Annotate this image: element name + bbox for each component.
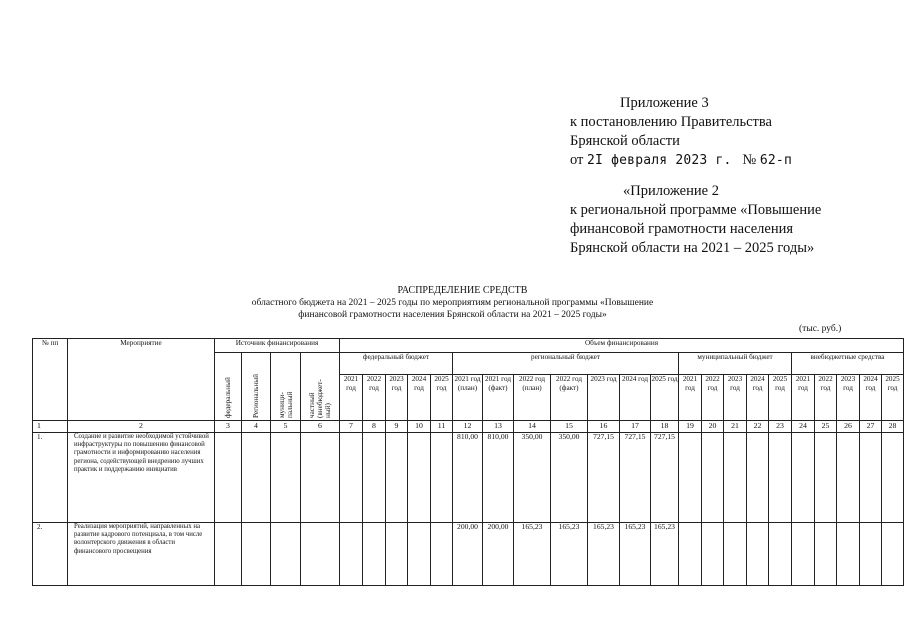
col-number: 3 xyxy=(215,421,242,433)
col-number: 21 xyxy=(724,421,747,433)
source-municipal: муници-пальный xyxy=(271,353,301,421)
empty-cell xyxy=(837,433,860,523)
empty-cell xyxy=(242,523,271,586)
col-number: 18 xyxy=(651,421,679,433)
source-regional: Региональный xyxy=(242,353,271,421)
empty-cell xyxy=(815,523,837,586)
col-number: 4 xyxy=(242,421,271,433)
empty-cell xyxy=(702,523,724,586)
row-no: 1. xyxy=(33,433,68,523)
col-number: 27 xyxy=(860,421,882,433)
table-row xyxy=(33,433,904,523)
value-cell: 165,23 xyxy=(620,523,651,586)
appendix-title: Приложение 3 xyxy=(620,95,709,111)
year-header: 2025 год xyxy=(431,375,453,421)
column-numbers-row xyxy=(33,421,904,433)
value-cell: 165,23 xyxy=(551,523,588,586)
empty-cell xyxy=(408,433,431,523)
year-header: 2023 год xyxy=(837,375,860,421)
col-number: 9 xyxy=(386,421,408,433)
col-number: 24 xyxy=(792,421,815,433)
col-number: 26 xyxy=(837,421,860,433)
year-header: 2022 год xyxy=(363,375,386,421)
col-number: 6 xyxy=(301,421,340,433)
title-line-2: областного бюджета на 2021 – 2025 годы по мероприятиям региональной программы «Повышение xyxy=(251,298,654,308)
empty-cell xyxy=(215,523,242,586)
empty-cell xyxy=(792,433,815,523)
col-header-sources: Источник финансирования xyxy=(215,339,340,353)
empty-cell xyxy=(702,433,724,523)
appendix-line: Брянской области xyxy=(570,133,680,149)
value-cell: 165,23 xyxy=(588,523,620,586)
empty-cell xyxy=(271,433,301,523)
col-number: 17 xyxy=(620,421,651,433)
empty-cell xyxy=(242,433,271,523)
year-header: 2022 год (факт) xyxy=(551,375,588,421)
col-number: 14 xyxy=(514,421,551,433)
col-header-event: Мероприятие xyxy=(68,339,215,421)
col-number: 8 xyxy=(363,421,386,433)
title-line-3: финансовой грамотности населения Брянской области на 2021 – 2025 годы» xyxy=(298,310,607,320)
empty-cell xyxy=(724,523,747,586)
col-number: 25 xyxy=(815,421,837,433)
empty-cell xyxy=(860,433,882,523)
empty-cell xyxy=(882,433,904,523)
date-prefix: от xyxy=(570,152,584,168)
col-number: 2 xyxy=(68,421,215,433)
empty-cell xyxy=(815,433,837,523)
value-cell: 350,00 xyxy=(551,433,588,523)
document-title xyxy=(0,285,905,321)
year-header: 2021 год xyxy=(679,375,702,421)
empty-cell xyxy=(679,523,702,586)
value-cell: 727,15 xyxy=(588,433,620,523)
appendix2-line: к региональной программе «Повышение xyxy=(570,202,822,218)
empty-cell xyxy=(386,433,408,523)
year-header: 2025 год xyxy=(769,375,792,421)
budget-table xyxy=(32,338,904,586)
empty-cell xyxy=(363,433,386,523)
empty-cell xyxy=(769,523,792,586)
year-header: 2024 год xyxy=(620,375,651,421)
empty-cell xyxy=(340,433,363,523)
appendix2-title: «Приложение 2 xyxy=(623,183,719,199)
empty-cell xyxy=(408,523,431,586)
year-header: 2021 год (факт) xyxy=(483,375,514,421)
col-number: 20 xyxy=(702,421,724,433)
value-cell: 810,00 xyxy=(483,433,514,523)
year-header: 2024 год xyxy=(747,375,769,421)
title-line-1: РАСПРЕДЕЛЕНИЕ СРЕДСТВ xyxy=(397,285,528,296)
col-number: 23 xyxy=(769,421,792,433)
year-header: 2021 год xyxy=(792,375,815,421)
group-extrabudget: внебюджетные средства xyxy=(792,353,904,375)
row-event: Реализация мероприятий, направленных на развитие кадрового потенциала, в том числе волонтерского движения в области финансового просвещения xyxy=(68,523,215,586)
empty-cell xyxy=(747,523,769,586)
empty-cell xyxy=(386,523,408,586)
empty-cell xyxy=(431,433,453,523)
empty-cell xyxy=(837,523,860,586)
value-cell: 727,15 xyxy=(651,433,679,523)
year-header: 2025 год xyxy=(882,375,904,421)
units-label: (тыс. руб.) xyxy=(799,324,842,334)
value-cell: 165,23 xyxy=(651,523,679,586)
col-number: 19 xyxy=(679,421,702,433)
year-header: 2024 год xyxy=(408,375,431,421)
empty-cell xyxy=(724,433,747,523)
appendix2-line: финансовой грамотности населения xyxy=(570,221,794,237)
value-cell: 200,00 xyxy=(453,523,483,586)
empty-cell xyxy=(792,523,815,586)
empty-cell xyxy=(363,523,386,586)
empty-cell xyxy=(301,523,340,586)
row-event: Создание и развитие необходимой устойчивой инфраструктуры по повышению финансовой грамотности и информированию населения региона, содействующей внедрению лучших практик и поддержанию инициатив xyxy=(68,433,215,523)
source-private: частный (внебюджет-ный) xyxy=(301,353,340,421)
empty-cell xyxy=(882,523,904,586)
empty-cell xyxy=(747,433,769,523)
source-federal: федеральный xyxy=(215,353,242,421)
col-number: 16 xyxy=(588,421,620,433)
col-header-volume: Объем финансирования xyxy=(340,339,904,353)
year-header: 2022 год xyxy=(702,375,724,421)
year-header: 2022 год xyxy=(815,375,837,421)
appendix-header xyxy=(570,94,792,170)
empty-cell xyxy=(271,523,301,586)
year-header: 2023 год xyxy=(588,375,620,421)
value-cell: 165,23 xyxy=(514,523,551,586)
year-header: 2022 год (план) xyxy=(514,375,551,421)
year-header: 2021 год (план) xyxy=(453,375,483,421)
col-number: 28 xyxy=(882,421,904,433)
col-number: 10 xyxy=(408,421,431,433)
year-header: 2023 год xyxy=(386,375,408,421)
year-header: 2023 год xyxy=(724,375,747,421)
appendix2-line: Брянской области на 2021 – 2025 годы» xyxy=(570,240,815,256)
empty-cell xyxy=(679,433,702,523)
appendix2-header xyxy=(570,182,821,258)
group-federal-budget: федеральный бюджет xyxy=(340,353,453,375)
year-header: 2024 год xyxy=(860,375,882,421)
col-number: 5 xyxy=(271,421,301,433)
empty-cell xyxy=(215,433,242,523)
table-row xyxy=(33,523,904,586)
number-sign: № xyxy=(742,152,757,168)
value-cell: 200,00 xyxy=(483,523,514,586)
handwritten-date: 2I февраля 2023 г. xyxy=(587,153,732,168)
group-municipal-budget: муниципальный бюджет xyxy=(679,353,792,375)
col-number: 22 xyxy=(747,421,769,433)
col-number: 7 xyxy=(340,421,363,433)
value-cell: 810,00 xyxy=(453,433,483,523)
appendix-date-line xyxy=(570,151,792,170)
handwritten-number: 62-п xyxy=(759,153,792,168)
empty-cell xyxy=(340,523,363,586)
empty-cell xyxy=(301,433,340,523)
col-number: 1 xyxy=(33,421,68,433)
empty-cell xyxy=(769,433,792,523)
empty-cell xyxy=(860,523,882,586)
value-cell: 350,00 xyxy=(514,433,551,523)
col-number: 12 xyxy=(453,421,483,433)
col-number: 15 xyxy=(551,421,588,433)
value-cell: 727,15 xyxy=(620,433,651,523)
appendix-line: к постановлению Правительства xyxy=(570,114,772,130)
empty-cell xyxy=(431,523,453,586)
year-header: 2025 год xyxy=(651,375,679,421)
col-number: 11 xyxy=(431,421,453,433)
group-regional-budget: региональный бюджет xyxy=(453,353,679,375)
col-number: 13 xyxy=(483,421,514,433)
year-header: 2021 год xyxy=(340,375,363,421)
row-no: 2. xyxy=(33,523,68,586)
col-header-no: № пп xyxy=(33,339,68,421)
